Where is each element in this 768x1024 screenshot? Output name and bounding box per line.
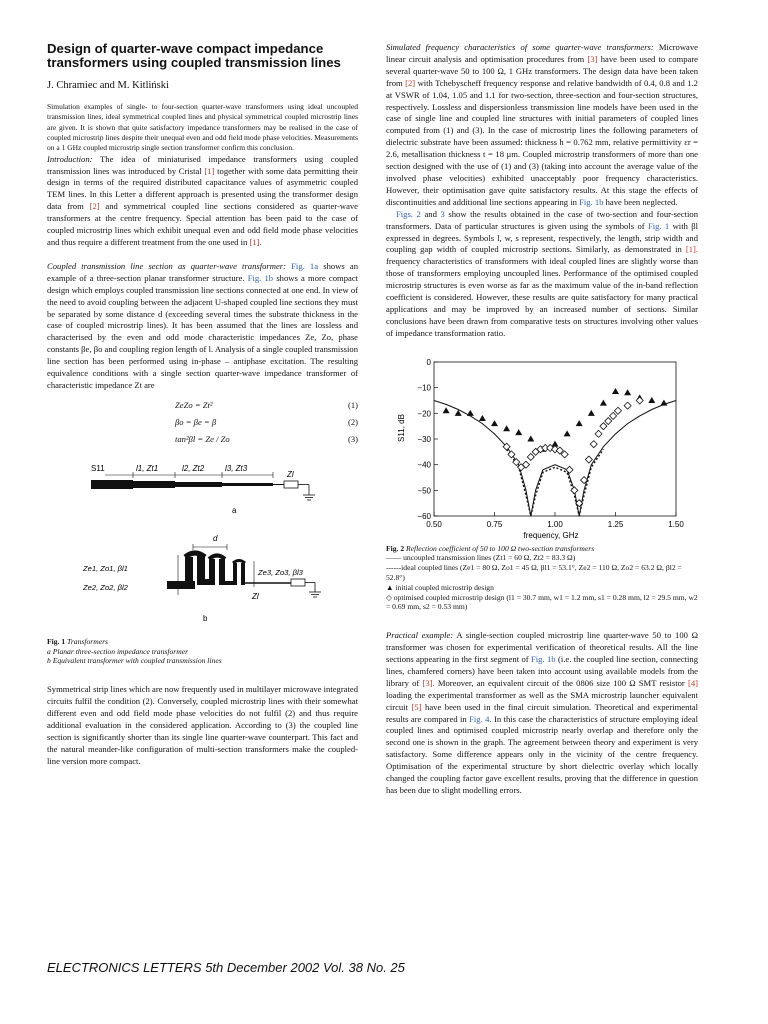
plot-frame [434, 362, 676, 516]
simulation-paragraph [386, 42, 698, 209]
fig1-l3-label: l3, Zt3 [225, 463, 248, 473]
abstract: Simulation examples of single- to four-section quarter-wave transformers using ideal uncoupled transmission lines, ideal symmetrical coupled lines and physical symmetrical coupled microstrip lines are given. It is shown that quite satisfactory impedance transformers may be realised in the case of coupled microstrip lines despite their unequal even and odd field mode phase velocities. Measurements on a 1 GHz coupled microstrip single section transformer confirm this conclusion. [47, 102, 358, 153]
triangle-marker [588, 409, 595, 415]
figure-link[interactable]: Fig. 1b [531, 654, 556, 665]
coupled-heading: Coupled transmission line section as quarter-wave transformer: [47, 260, 286, 271]
citation-link[interactable]: [3] [587, 53, 598, 64]
practical-text-f: In this case the characteristics of structure employing ideal coupled lines and optimised coupled microstrip nearly overlap and therefore only the second one is shown in the graph. The agreement between theory and experiment is very satisfactory. Some difference appears only in the vicinity of the centre frequency. Optimisation of the experimental structure by short dielectric overlay which locally changed the coupling factor gave excellent results, proving that the difference in question has been due to slight modelling errors. [386, 713, 698, 796]
triangle-marker [527, 435, 534, 441]
figure-link[interactable]: Fig. 1b [579, 196, 604, 207]
diamond-marker [605, 417, 612, 424]
diamond-marker [624, 402, 631, 409]
diamond-marker [585, 456, 592, 463]
fig1-d-label: d [213, 533, 218, 543]
intro-text-b: together with some data permitting their design in terms of the required distributed capacitance values of asymmetric coupled TEM lines. In this Letter a different approach is presented using the transformer design data from [47, 165, 358, 212]
sim-text-c: with Tchebyscheff frequency response and relative bandwidth of 0.4, 0.8 and 1.2 at VSWR of 1.04, 1.05 and 1.1 for two-section, three-section and four-section structures, respectively. Lossless and dispersionless transmission line models have been used in the case of single line and coupled line structures with initial parameters of coupled lines computed from (1) and (3). In the case of microstrip lines the following parameters of dielectric substrate have been assumed: thickness h = 0.762 mm, relative permittivity εr = 2.6, metallisation thickness t = 18 μm. Coupled microstrip transformers of more than one section designed with the use of (1) and (3) (taking into account the average value of the involved phase velocities) exhibited unacceptably poor frequency characteristics. However, their optimisation gave quite satisfactory results. At this stage the effects of discontinuities and additional line sections appearing in [386, 77, 698, 207]
fig1-zl-b-label: Zl [252, 591, 259, 601]
figure-link[interactable]: 3 [440, 208, 445, 219]
triangle-marker [443, 407, 450, 413]
figure-link[interactable]: Figs. 2 [396, 208, 421, 219]
figure-link[interactable]: Fig. 1b [247, 272, 274, 283]
intro-text-a: The idea of miniaturised impedance transformers using coupled transmission lines was introduced by Cristal [47, 153, 358, 176]
fig1-sub-a: a [232, 505, 237, 515]
paper-title: Design of quarter-wave compact impedance transformers using coupled transmission lines [47, 41, 341, 70]
triangle-marker [515, 429, 522, 435]
x-tick-label: 0.75 [486, 519, 503, 529]
citation-link[interactable]: [2] [89, 201, 100, 212]
intro-paragraph [47, 154, 358, 249]
sim-text-a: Microwave linear circuit analysis and optimisation procedures from [386, 42, 698, 64]
triangle-marker [467, 409, 474, 415]
fig1-ze1-label: Ze1, Zo1, βl1 [83, 563, 128, 573]
equation-2: βo = βe = β (2) [175, 417, 358, 428]
fig1-l2-label: l2, Zt2 [182, 463, 205, 473]
diamond-marker [600, 422, 607, 429]
y-tick-label: −10 [417, 383, 431, 393]
triangle-marker [612, 388, 619, 394]
practical-text-c: Moreover, an equivalent circuit of the 0806 size 100 Ω SMT resistor [437, 677, 685, 688]
diamond-marker [566, 466, 573, 473]
diamond-marker [571, 486, 578, 493]
triangle-marker [576, 420, 583, 426]
diamond-marker [636, 397, 643, 404]
diamond-marker [527, 453, 534, 460]
practical-text-a: A single-section coupled microstrip line quarter-wave 50 to 100 Ω transformer was chosen for experimental verification of theoretical results. All the line sections appearing in the first segment of [386, 630, 698, 665]
legend-initial: ▲ initial coupled microstrip design [386, 582, 494, 592]
triangle-marker [648, 397, 655, 403]
coupled-text-a: shows an example of a three-section planar transformer structure. [47, 260, 359, 283]
diamond-marker [614, 407, 621, 414]
triangle-marker [600, 399, 607, 405]
intro-heading: Introduction: [47, 153, 93, 164]
fig1-ze2-label: Ze2, Zo2, βl2 [83, 582, 128, 592]
figure-1 [47, 455, 358, 640]
fig1-l1-label: l1, Zt1 [136, 463, 159, 473]
intro-text-c: and symmetrical coupled line sections considered as quarter-wave transformers at the centre frequency. Special attention has been paid to the case of coupled microstrip lines which exhibit unequal even and odd field mode phase velocities and thus require a different treatment from the one used in [47, 201, 358, 248]
fig1-sub-b: b [203, 613, 208, 623]
practical-paragraph [386, 630, 698, 797]
legend-ideal: ------ideal coupled lines (Ze1 = 80 Ω, Zo1 = 45 Ω, βl1 = 53.1°, Ze2 = 110 Ω, Zo2 = 63.2 Ω, βl2 = 52.8°) [386, 563, 682, 583]
practical-text-d: loading the experimental transformer as well as the SMA microstrip launcher equivalent circuit [386, 689, 698, 712]
y-tick-label: −50 [417, 485, 431, 495]
figure-link[interactable]: Fig. 1 [647, 220, 670, 231]
results-text-a: show the results obtained in the case of two-section and four-section transformers. Data of particular structures is given using the symbols of [386, 208, 699, 231]
simulation-heading: Simulated frequency characteristics of some quarter-wave transformers: [386, 42, 654, 52]
triangle-marker [491, 420, 498, 426]
equation-3: tan²βl = Ze / Zo (3) [175, 434, 358, 445]
figure-1-caption: Fig. 1 Transformers a Planar three-section impedance transformer b Equivalent transformer with coupled transmission lines [47, 636, 222, 666]
coupled-text-b: shows a more compact design which employs coupled transmission line sections connected at one end. In view of the need to avoid coupling between the adjacent U-shaped coupled line sections they must be separated by some distance d (exceeding several times the substrate thickness in the case of coupled microstrip lines). It has been assumed that the lines are lossless and characterised by the even and odd mode characteristic impedances Ze, Zo, phase constants βe, βo and coupling region length of l. Analysis of a single coupled transmission line section has been performed using in-phase – antiphase excitation. The resulting equivalence conditions with a single section quarter-wave impedance transformer of characteristic impedance Zt are [47, 272, 359, 390]
sim-text-d: have been neglected. [605, 196, 678, 207]
figure-2-caption: Fig. 2 Reflection coefficient of 50 to 100 Ω two-section transformers —— uncoupled transmission lines (Zt1 = 60 Ω, Zt2 = 83.3 Ω) ------ideal coupled lines (Ze1 = 80 Ω, Zo1 = 45 Ω, βl1 = 53.1°, Ze2 = 110 Ω, Zo2 = 63.2 Ω, βl2 = 52.8°) ▲ initial coupled microstrip design ◇ optimised coupled microstrip design (l1 = 30.7 mm, w1 = 1.2 mm, s1 = 0.28 mm, l2 = 29.5 mm, w2 = 0.69 mm, s2 = 0.53 mm) [386, 543, 698, 612]
citation-link[interactable]: [1]. [685, 244, 699, 255]
fig1-zl-label: Zl [287, 469, 294, 479]
x-tick-label: 1.00 [547, 519, 563, 529]
x-axis-label: frequency, GHz [523, 530, 579, 540]
results-text-c: frequency characteristics of transformers with ideal coupled lines are slightly worse than those of transformers employing uncoupled lines. Performance of the optimised coupled microstrip structures is even worse as far as the maximum value of the in-band reflection coefficient is considered. However, these results are quite satisfactory for many practical applications and may be improved by an increased number of sections. Similar conclusions have been drawn from comparative tests on structures involving other values of impedance transformation ratio. [386, 256, 698, 338]
figure-link[interactable]: Fig. 1a [291, 260, 319, 271]
citation-link[interactable]: [1] [204, 165, 215, 176]
y-tick-label: 0 [426, 357, 431, 367]
triangle-marker [564, 430, 571, 436]
diamond-marker [595, 430, 602, 437]
sim-text-b: have been used to compare several quarter-wave 50 to 100 Ω, 1 GHz transformers. The design data have been taken from [386, 53, 699, 88]
paper-authors: J. Chramiec and M. Kitliński [47, 80, 169, 92]
y-tick-label: −20 [417, 408, 431, 418]
left-column [47, 42, 358, 768]
triangle-marker [660, 399, 667, 405]
y-tick-label: −60 [417, 511, 431, 521]
triangle-marker [503, 425, 510, 431]
diamond-marker [590, 440, 597, 447]
fig1-s11-label: S11 [91, 463, 105, 473]
left-bottom-paragraph: Symmetrical strip lines which are now frequently used in multilayer microwave integrated circuits fulfil the condition (2). Conversely, coupled microstrip lines with their somewhat different even and odd field mode phase velocities do not fulfil (2) and thus require additional evaluation in the considered application. According to (3) the coupled line section is significantly shorter than its single line quarter-wave counterpart. This fact and the natural meander-like configuration of multi-section transformers make the coupled-line version more compact. [47, 684, 358, 766]
figure-2-chart [386, 350, 698, 540]
citation-link[interactable]: [1]. [249, 237, 262, 248]
right-column [386, 42, 698, 797]
citation-link[interactable]: [5] [411, 701, 422, 712]
practical-heading: Practical example: [386, 630, 454, 641]
series-uncoupled-line [434, 400, 676, 516]
y-tick-label: −40 [417, 460, 431, 470]
citation-link[interactable]: [3]. [422, 677, 435, 688]
y-axis-label: S11, dB [397, 413, 406, 442]
results-text-b: with βl expressed in degrees. Symbols l, w, s represent, respectively, the length, strip width and coupling gap width of coupled microstrip sections. Similarly, as demonstrated in [386, 220, 698, 255]
x-tick-label: 1.25 [607, 519, 624, 529]
citation-link[interactable]: [4] [687, 677, 699, 688]
journal-footer: ELECTRONICS LETTERS 5th December 2002 Vol. 38 No. 25 [47, 960, 405, 975]
x-tick-label: 0.50 [426, 519, 442, 529]
y-tick-label: −30 [417, 434, 431, 444]
citation-link[interactable]: [2] [405, 77, 416, 88]
triangle-marker [624, 389, 631, 395]
triangle-marker [479, 415, 486, 421]
results-paragraph [386, 209, 698, 340]
practical-text-b: (i.e. the coupled line section, connecting lines, chamfered corners) have been taken into account using available models from the library of [386, 654, 698, 688]
equations [47, 398, 358, 449]
equation-1: ZeZo = Zt² (1) [175, 400, 358, 411]
figure-link[interactable]: Fig. 4. [469, 713, 492, 724]
fig1-ze3-label: Ze3, Zo3, βl3 [258, 567, 303, 577]
coupled-paragraph [47, 261, 358, 392]
legend-optimised: ◇ optimised coupled microstrip design (l1 = 30.7 mm, w1 = 1.2 mm, s1 = 0.28 mm, l2 = 29.5 mm, w2 = 0.69 mm, s2 = 0.53 mm) [386, 592, 698, 612]
diamond-marker [610, 412, 617, 419]
and-word: and [424, 208, 437, 219]
practical-text-e: have been used in the final circuit simulation. Theoretical and experimental results are compared in [386, 701, 699, 724]
x-tick-label: 1.50 [668, 519, 684, 529]
legend-uncoupled: —— uncoupled transmission lines (Zt1 = 60 Ω, Zt2 = 83.3 Ω) [386, 553, 576, 563]
